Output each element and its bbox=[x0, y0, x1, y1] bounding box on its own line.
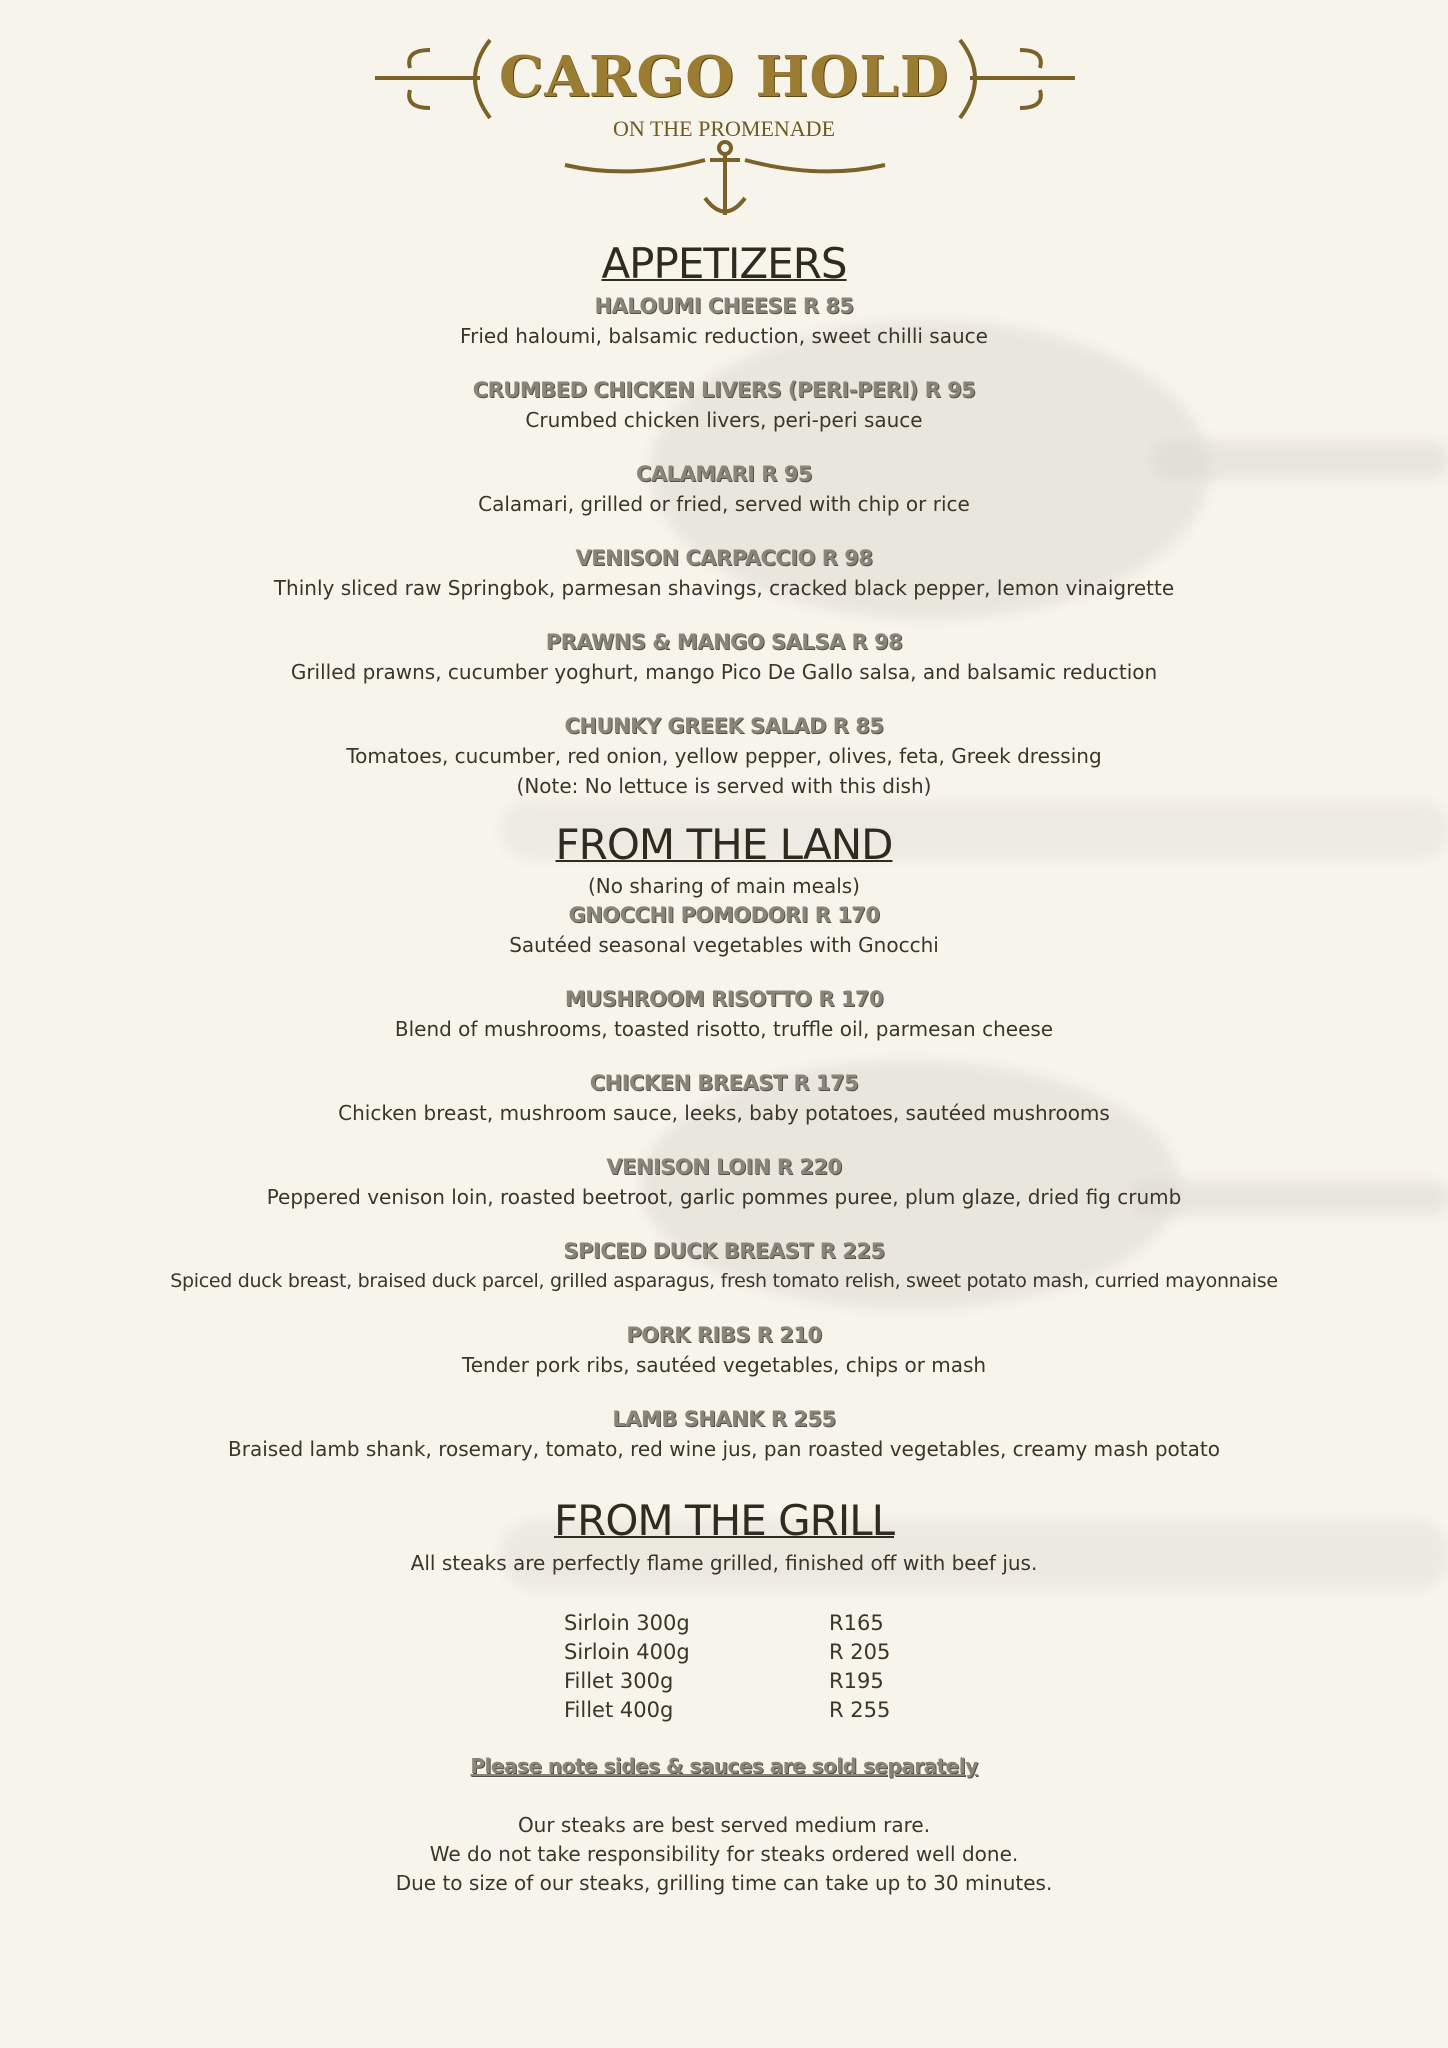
item-desc: Sautéed seasonal vegetables with Gnocchi bbox=[509, 933, 939, 957]
item-desc: Crumbed chicken livers, peri-peri sauce bbox=[525, 408, 923, 432]
appetizers-section bbox=[0, 237, 1448, 825]
item-title: CHUNKY GREEK SALAD R 85 bbox=[564, 714, 884, 738]
appetizer-list bbox=[0, 291, 1448, 801]
footer-line: We do not take responsibility for steaks ordered well done. bbox=[429, 1842, 1019, 1866]
logo-title: CARGO HOLD bbox=[498, 44, 950, 110]
item-desc: Tomatoes, cucumber, red onion, yellow pepper, olives, feta, Greek dressing bbox=[346, 744, 1102, 768]
item-desc: Tender pork ribs, sautéed vegetables, chips or mash bbox=[461, 1353, 987, 1377]
section-heading: FROM THE GRILL bbox=[553, 1496, 895, 1545]
steak-price: R 255 bbox=[829, 1698, 891, 1722]
item-desc: Braised lamb shank, rosemary, tomato, red wine jus, pan roasted vegetables, creamy mash potato bbox=[228, 1437, 1220, 1461]
item-desc: Fried haloumi, balsamic reduction, sweet chilli sauce bbox=[460, 324, 988, 348]
steak-price: R165 bbox=[829, 1611, 884, 1635]
item-desc: Chicken breast, mushroom sauce, leeks, baby potatoes, sautéed mushrooms bbox=[338, 1101, 1110, 1125]
item-desc: Spiced duck breast, braised duck parcel, grilled asparagus, fresh tomato relish, sweet potato mash, curried mayonnaise bbox=[170, 1270, 1278, 1292]
section-heading: FROM THE LAND bbox=[555, 820, 893, 869]
logo-subtitle: ON THE PROMENADE bbox=[612, 116, 836, 141]
item-title: CALAMARI R 95 bbox=[636, 462, 812, 486]
footer-line: Due to size of our steaks, grilling time can take up to 30 minutes. bbox=[395, 1871, 1053, 1895]
menu-item bbox=[0, 375, 1448, 435]
item-title: VENISON CARPACCIO R 98 bbox=[575, 546, 873, 570]
menu-item bbox=[0, 1404, 1448, 1464]
section-note: (No sharing of main meals) bbox=[587, 874, 860, 898]
menu-item bbox=[0, 1068, 1448, 1128]
steak-price: R195 bbox=[829, 1669, 884, 1693]
item-title: VENISON LOIN R 220 bbox=[606, 1155, 842, 1179]
item-title: SPICED DUCK BREAST R 225 bbox=[563, 1239, 885, 1263]
item-desc: Thinly sliced raw Springbok, parmesan shavings, cracked black pepper, lemon vinaigrette bbox=[273, 576, 1175, 600]
steak-name: Fillet 300g bbox=[564, 1669, 674, 1693]
item-title: PRAWNS & MANGO SALSA R 98 bbox=[545, 630, 903, 654]
land-section bbox=[0, 818, 1448, 1488]
steak-name: Sirloin 300g bbox=[564, 1611, 690, 1635]
menu-item bbox=[0, 627, 1448, 687]
menu-item bbox=[0, 900, 1448, 960]
menu-item bbox=[0, 711, 1448, 801]
item-desc: Peppered venison loin, roasted beetroot, garlic pommes puree, plum glaze, dried fig crumb bbox=[266, 1185, 1182, 1209]
menu-item bbox=[0, 984, 1448, 1044]
item-note: (Note: No lettuce is served with this dish) bbox=[516, 774, 932, 798]
item-title: CRUMBED CHICKEN LIVERS (PERI-PERI) R 95 bbox=[472, 378, 976, 402]
menu-item bbox=[0, 1152, 1448, 1212]
item-title: PORK RIBS R 210 bbox=[626, 1323, 822, 1347]
steak-price: R 205 bbox=[829, 1640, 891, 1664]
menu-item bbox=[0, 1236, 1448, 1296]
menu-item bbox=[0, 1320, 1448, 1380]
item-title: MUSHROOM RISOTTO R 170 bbox=[564, 987, 884, 1011]
menu-item bbox=[0, 291, 1448, 351]
steak-footer bbox=[0, 1811, 1448, 1898]
item-desc: Grilled prawns, cucumber yoghurt, mango Pico De Gallo salsa, and balsamic reduction bbox=[290, 660, 1158, 684]
menu-item bbox=[0, 459, 1448, 519]
sides-note: Please note sides & sauces are sold separately bbox=[470, 1754, 978, 1778]
item-title: LAMB SHANK R 255 bbox=[612, 1407, 836, 1431]
footer-line: Our steaks are best served medium rare. bbox=[517, 1813, 931, 1837]
item-desc: Calamari, grilled or fried, served with chip or rice bbox=[478, 492, 970, 516]
menu-item bbox=[0, 543, 1448, 603]
grill-section bbox=[0, 1494, 1448, 1578]
item-title: CHICKEN BREAST R 175 bbox=[589, 1071, 859, 1095]
steak-name: Sirloin 400g bbox=[564, 1640, 690, 1664]
item-desc: Blend of mushrooms, toasted risotto, truffle oil, parmesan cheese bbox=[394, 1017, 1054, 1041]
section-note: All steaks are perfectly flame grilled, finished off with beef jus. bbox=[410, 1551, 1038, 1575]
item-title: HALOUMI CHEESE R 85 bbox=[594, 294, 854, 318]
item-title: GNOCCHI POMODORI R 170 bbox=[568, 903, 880, 927]
section-heading: APPETIZERS bbox=[601, 239, 847, 288]
steak-name: Fillet 400g bbox=[564, 1698, 674, 1722]
